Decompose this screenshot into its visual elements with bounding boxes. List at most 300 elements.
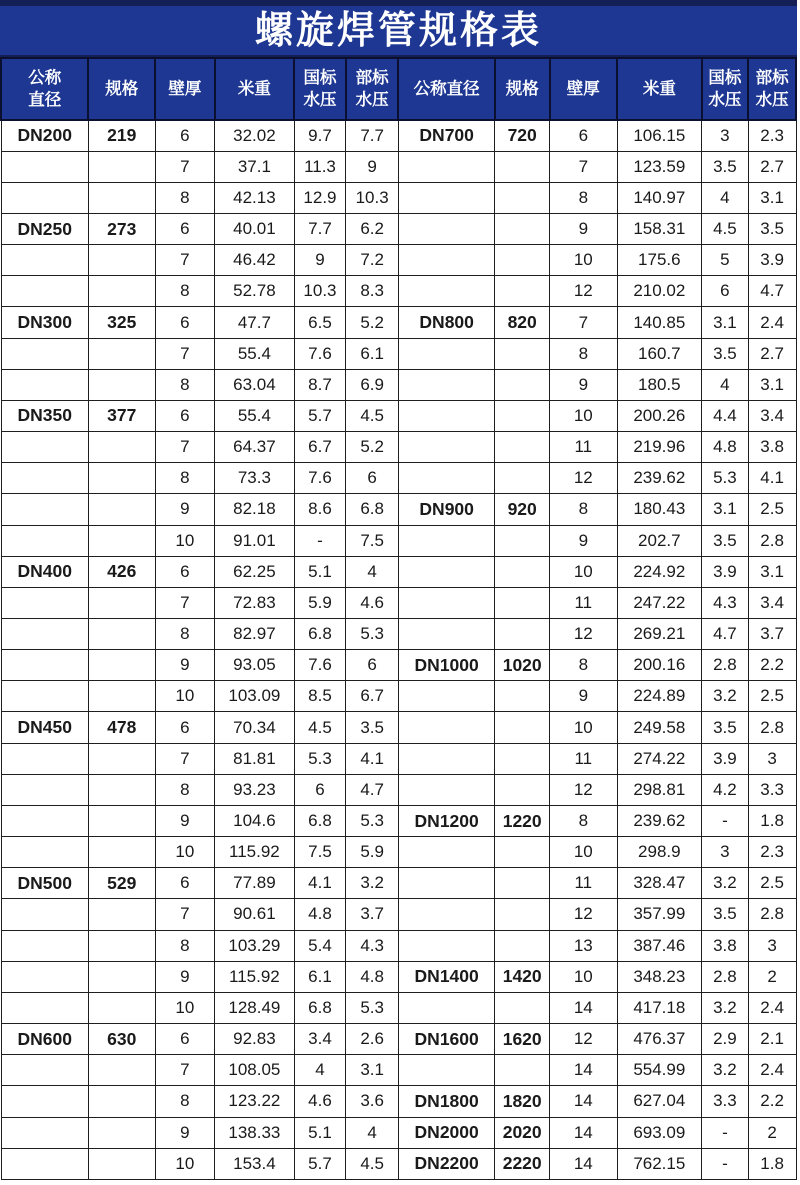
- table-cell: 14: [550, 1086, 618, 1117]
- table-cell: 140.97: [617, 182, 701, 213]
- table-cell: 10: [550, 245, 618, 276]
- table-cell: 12.9: [294, 182, 346, 213]
- table-row: [1, 774, 796, 805]
- table-cell: 3.2: [346, 868, 399, 899]
- table-cell: 7: [155, 1055, 215, 1086]
- table-cell: 8: [550, 182, 618, 213]
- table-cell: [495, 432, 550, 463]
- table-cell: 1620: [495, 1024, 550, 1055]
- table-cell: [1, 432, 88, 463]
- spec-table: [0, 57, 797, 1180]
- table-row: [1, 120, 796, 151]
- table-cell: 175.6: [617, 245, 701, 276]
- table-cell: 5.2: [346, 307, 399, 338]
- table-cell: 12: [550, 774, 618, 805]
- table-cell: 6.7: [294, 432, 346, 463]
- table-cell: DN800: [398, 307, 494, 338]
- table-cell: DN600: [1, 1024, 88, 1055]
- table-cell: 5.1: [294, 1117, 346, 1148]
- table-cell: 7: [155, 899, 215, 930]
- table-cell: 10: [550, 400, 618, 431]
- table-cell: 4.6: [294, 1086, 346, 1117]
- table-cell: [1, 930, 88, 961]
- table-cell: 6: [550, 120, 618, 151]
- table-row: [1, 1086, 796, 1117]
- table-cell: 32.02: [215, 120, 295, 151]
- table-cell: 11: [550, 587, 618, 618]
- table-cell: 219: [88, 120, 155, 151]
- table-cell: [88, 182, 155, 213]
- table-cell: 920: [495, 494, 550, 525]
- table-cell: 6: [294, 774, 346, 805]
- table-cell: 37.1: [215, 151, 295, 182]
- table-cell: 274.22: [617, 743, 701, 774]
- table-cell: [495, 1055, 550, 1086]
- table-cell: DN400: [1, 556, 88, 587]
- table-cell: [495, 276, 550, 307]
- table-cell: 5.7: [294, 400, 346, 431]
- table-cell: [1, 805, 88, 836]
- table-cell: 8: [550, 494, 618, 525]
- table-cell: 377: [88, 400, 155, 431]
- table-cell: 3.5: [702, 338, 749, 369]
- table-cell: [398, 774, 494, 805]
- table-cell: 55.4: [215, 400, 295, 431]
- table-cell: [495, 338, 550, 369]
- table-cell: 3.9: [702, 743, 749, 774]
- table-cell: 8: [155, 369, 215, 400]
- table-cell: 4: [346, 556, 399, 587]
- table-cell: [495, 525, 550, 556]
- table-cell: 6: [155, 556, 215, 587]
- column-header-right-wall-thickness: 壁厚: [550, 58, 618, 120]
- table-cell: [1, 494, 88, 525]
- table-cell: [1, 338, 88, 369]
- table-cell: 3.7: [748, 619, 796, 650]
- table-cell: 12: [550, 463, 618, 494]
- table-cell: 1.8: [748, 805, 796, 836]
- table-cell: 8: [155, 276, 215, 307]
- table-row: [1, 992, 796, 1023]
- table-cell: 4: [702, 369, 749, 400]
- table-cell: 6: [155, 868, 215, 899]
- table-cell: 5: [702, 245, 749, 276]
- table-cell: 10: [550, 961, 618, 992]
- table-cell: 103.29: [215, 930, 295, 961]
- table-cell: 9: [550, 369, 618, 400]
- table-cell: 7.5: [294, 837, 346, 868]
- table-cell: 2.8: [702, 650, 749, 681]
- table-cell: [1, 182, 88, 213]
- table-cell: 5.3: [346, 619, 399, 650]
- table-cell: 273: [88, 213, 155, 244]
- table-cell: -: [702, 1148, 749, 1179]
- table-cell: 7.6: [294, 338, 346, 369]
- table-cell: 5.3: [294, 743, 346, 774]
- table-cell: 13: [550, 930, 618, 961]
- table-cell: [88, 837, 155, 868]
- table-cell: 9: [155, 494, 215, 525]
- table-cell: 2.8: [748, 899, 796, 930]
- table-cell: 4.1: [294, 868, 346, 899]
- table-cell: 3.5: [702, 525, 749, 556]
- table-cell: -: [294, 525, 346, 556]
- table-cell: 10: [155, 525, 215, 556]
- page-title: 螺旋焊管规格表: [254, 9, 542, 52]
- table-cell: 106.15: [617, 120, 701, 151]
- table-row: [1, 556, 796, 587]
- table-cell: DN350: [1, 400, 88, 431]
- table-cell: 10.3: [294, 276, 346, 307]
- table-cell: 7: [155, 151, 215, 182]
- table-cell: 2220: [495, 1148, 550, 1179]
- column-header-left-gb-pressure: 国标 水压: [294, 58, 346, 120]
- table-cell: [495, 400, 550, 431]
- table-cell: 4: [702, 182, 749, 213]
- table-cell: [88, 1148, 155, 1179]
- table-cell: 328.47: [617, 868, 701, 899]
- table-cell: 10.3: [346, 182, 399, 213]
- table-cell: 7.5: [346, 525, 399, 556]
- table-cell: [1, 151, 88, 182]
- table-cell: [495, 712, 550, 743]
- table-cell: 4.8: [294, 899, 346, 930]
- table-cell: [1, 245, 88, 276]
- table-cell: 115.92: [215, 961, 295, 992]
- table-cell: 12: [550, 276, 618, 307]
- table-row: [1, 525, 796, 556]
- table-header: [1, 58, 796, 120]
- table-row: [1, 650, 796, 681]
- table-cell: [1, 1148, 88, 1179]
- table-cell: 3.1: [702, 307, 749, 338]
- table-row: [1, 712, 796, 743]
- table-cell: [88, 369, 155, 400]
- table-cell: 11: [550, 868, 618, 899]
- table-cell: 348.23: [617, 961, 701, 992]
- table-cell: DN1000: [398, 650, 494, 681]
- table-cell: 8.6: [294, 494, 346, 525]
- table-cell: 325: [88, 307, 155, 338]
- table-cell: [88, 1086, 155, 1117]
- table-cell: 4.3: [346, 930, 399, 961]
- table-cell: 153.4: [215, 1148, 295, 1179]
- table-cell: [398, 182, 494, 213]
- table-cell: [88, 245, 155, 276]
- table-cell: 2.6: [346, 1024, 399, 1055]
- table-cell: 3.1: [748, 182, 796, 213]
- table-cell: [88, 1117, 155, 1148]
- table-cell: 6.8: [294, 619, 346, 650]
- table-cell: 249.58: [617, 712, 701, 743]
- table-cell: [398, 400, 494, 431]
- table-cell: 9: [155, 1117, 215, 1148]
- table-cell: 2.2: [748, 650, 796, 681]
- table-cell: 115.92: [215, 837, 295, 868]
- table-cell: 90.61: [215, 899, 295, 930]
- table-cell: 2.7: [748, 338, 796, 369]
- table-body: [1, 120, 796, 1180]
- table-cell: 9: [550, 681, 618, 712]
- table-cell: 3.3: [748, 774, 796, 805]
- table-cell: 4.5: [346, 1148, 399, 1179]
- table-cell: 180.5: [617, 369, 701, 400]
- table-cell: [398, 338, 494, 369]
- table-cell: 3.1: [748, 556, 796, 587]
- table-cell: 7.7: [346, 120, 399, 151]
- table-cell: [495, 899, 550, 930]
- table-row: [1, 369, 796, 400]
- table-cell: 160.7: [617, 338, 701, 369]
- table-cell: 7: [155, 338, 215, 369]
- table-cell: 3.5: [346, 712, 399, 743]
- table-row: [1, 245, 796, 276]
- table-cell: 46.42: [215, 245, 295, 276]
- table-cell: 2020: [495, 1117, 550, 1148]
- table-cell: 387.46: [617, 930, 701, 961]
- table-cell: 298.9: [617, 837, 701, 868]
- table-cell: 11: [550, 743, 618, 774]
- table-cell: [1, 525, 88, 556]
- table-cell: 52.78: [215, 276, 295, 307]
- table-cell: [398, 992, 494, 1023]
- table-cell: 8: [550, 338, 618, 369]
- table-row: [1, 182, 796, 213]
- table-cell: 10: [155, 1148, 215, 1179]
- table-cell: 202.7: [617, 525, 701, 556]
- column-header-right-gb-pressure: 国标 水压: [702, 58, 749, 120]
- table-cell: 82.97: [215, 619, 295, 650]
- table-cell: 3.5: [702, 899, 749, 930]
- table-row: [1, 338, 796, 369]
- table-cell: [398, 556, 494, 587]
- table-cell: 6.1: [346, 338, 399, 369]
- table-cell: 3.4: [294, 1024, 346, 1055]
- table-cell: 298.81: [617, 774, 701, 805]
- table-cell: [1, 619, 88, 650]
- table-cell: 64.37: [215, 432, 295, 463]
- table-cell: 5.3: [702, 463, 749, 494]
- table-cell: [398, 151, 494, 182]
- table-cell: [88, 681, 155, 712]
- table-cell: [88, 774, 155, 805]
- table-cell: 3.5: [702, 151, 749, 182]
- table-cell: [1, 681, 88, 712]
- table-cell: 8: [155, 774, 215, 805]
- table-cell: 6.2: [346, 213, 399, 244]
- column-header-left-spec: 规格: [88, 58, 155, 120]
- table-cell: [495, 868, 550, 899]
- table-row: [1, 1024, 796, 1055]
- table-cell: [398, 369, 494, 400]
- table-cell: 8.7: [294, 369, 346, 400]
- table-cell: [88, 650, 155, 681]
- table-cell: 10: [550, 556, 618, 587]
- table-cell: 630: [88, 1024, 155, 1055]
- table-cell: 92.83: [215, 1024, 295, 1055]
- table-cell: 6.8: [294, 992, 346, 1023]
- table-cell: 3.9: [748, 245, 796, 276]
- table-cell: 8: [155, 182, 215, 213]
- table-cell: 8.5: [294, 681, 346, 712]
- table-cell: 3.5: [748, 213, 796, 244]
- table-cell: 9: [550, 213, 618, 244]
- table-row: [1, 151, 796, 182]
- table-cell: [398, 587, 494, 618]
- table-cell: 3.1: [702, 494, 749, 525]
- table-row: [1, 868, 796, 899]
- table-cell: 3: [702, 120, 749, 151]
- table-cell: 14: [550, 1117, 618, 1148]
- table-cell: DN300: [1, 307, 88, 338]
- table-cell: 6.7: [346, 681, 399, 712]
- table-cell: 2.4: [748, 992, 796, 1023]
- table-cell: 3.4: [748, 400, 796, 431]
- table-cell: 4.5: [346, 400, 399, 431]
- table-cell: 3.9: [702, 556, 749, 587]
- table-cell: 3.8: [748, 432, 796, 463]
- table-row: [1, 587, 796, 618]
- table-cell: [398, 681, 494, 712]
- table-cell: 6: [155, 1024, 215, 1055]
- table-cell: [398, 930, 494, 961]
- table-cell: 5.9: [346, 837, 399, 868]
- table-cell: 7: [550, 151, 618, 182]
- table-cell: 3.2: [702, 681, 749, 712]
- table-cell: 128.49: [215, 992, 295, 1023]
- table-cell: 12: [550, 1024, 618, 1055]
- table-cell: 73.3: [215, 463, 295, 494]
- table-cell: 2.4: [748, 307, 796, 338]
- table-cell: 6.8: [346, 494, 399, 525]
- table-cell: 820: [495, 307, 550, 338]
- table-cell: 123.22: [215, 1086, 295, 1117]
- table-cell: 4.6: [346, 587, 399, 618]
- table-cell: 1220: [495, 805, 550, 836]
- table-cell: DN1400: [398, 961, 494, 992]
- table-cell: [495, 369, 550, 400]
- table-cell: [495, 213, 550, 244]
- table-cell: 5.3: [346, 805, 399, 836]
- table-cell: 210.02: [617, 276, 701, 307]
- table-cell: 3.1: [346, 1055, 399, 1086]
- column-header-left-ministry-pressure: 部标 水压: [346, 58, 399, 120]
- table-row: [1, 961, 796, 992]
- table-cell: [1, 276, 88, 307]
- table-cell: 2.5: [748, 494, 796, 525]
- table-cell: 9: [294, 245, 346, 276]
- table-cell: [398, 868, 494, 899]
- table-cell: 8: [155, 930, 215, 961]
- table-cell: 6: [155, 213, 215, 244]
- column-header-left-nominal-diameter: 公称 直径: [1, 58, 88, 120]
- table-cell: -: [702, 805, 749, 836]
- table-cell: DN200: [1, 120, 88, 151]
- table-cell: DN1600: [398, 1024, 494, 1055]
- table-cell: 103.09: [215, 681, 295, 712]
- table-cell: 9: [550, 525, 618, 556]
- table-cell: DN2200: [398, 1148, 494, 1179]
- table-cell: 4.5: [702, 213, 749, 244]
- table-cell: [88, 525, 155, 556]
- table-cell: 7.6: [294, 463, 346, 494]
- table-cell: 6: [346, 463, 399, 494]
- table-cell: 4: [294, 1055, 346, 1086]
- column-header-right-spec: 规格: [495, 58, 550, 120]
- table-cell: 2.4: [748, 1055, 796, 1086]
- table-cell: 9: [155, 805, 215, 836]
- table-cell: 6.1: [294, 961, 346, 992]
- column-header-right-nominal-diameter: 公称直径: [398, 58, 494, 120]
- table-cell: 2.8: [748, 712, 796, 743]
- table-cell: 426: [88, 556, 155, 587]
- table-cell: 62.25: [215, 556, 295, 587]
- table-cell: 1420: [495, 961, 550, 992]
- table-cell: 417.18: [617, 992, 701, 1023]
- table-cell: [495, 556, 550, 587]
- table-cell: [88, 961, 155, 992]
- table-cell: 7.6: [294, 650, 346, 681]
- table-cell: 3: [748, 930, 796, 961]
- table-cell: 2: [748, 961, 796, 992]
- table-cell: 247.22: [617, 587, 701, 618]
- table-cell: 2.1: [748, 1024, 796, 1055]
- table-row: [1, 432, 796, 463]
- table-cell: [1, 587, 88, 618]
- table-cell: 10: [155, 837, 215, 868]
- table-row: [1, 400, 796, 431]
- table-cell: [88, 1055, 155, 1086]
- table-cell: [398, 1055, 494, 1086]
- table-cell: 478: [88, 712, 155, 743]
- column-header-right-ministry-pressure: 部标 水压: [748, 58, 796, 120]
- table-cell: 11.3: [294, 151, 346, 182]
- table-cell: [1, 961, 88, 992]
- table-cell: [88, 992, 155, 1023]
- table-cell: [398, 619, 494, 650]
- table-row: [1, 213, 796, 244]
- table-cell: 4.7: [346, 774, 399, 805]
- table-row: [1, 743, 796, 774]
- table-cell: 762.15: [617, 1148, 701, 1179]
- table-cell: [495, 245, 550, 276]
- table-cell: 4.3: [702, 587, 749, 618]
- table-cell: [495, 992, 550, 1023]
- table-cell: 269.21: [617, 619, 701, 650]
- table-cell: 4.5: [294, 712, 346, 743]
- table-cell: [88, 463, 155, 494]
- table-cell: [1, 743, 88, 774]
- table-cell: 4: [346, 1117, 399, 1148]
- table-cell: 8: [550, 650, 618, 681]
- table-cell: DN700: [398, 120, 494, 151]
- table-cell: 2: [748, 1117, 796, 1148]
- table-cell: 91.01: [215, 525, 295, 556]
- table-cell: [1, 1117, 88, 1148]
- table-cell: 10: [550, 712, 618, 743]
- table-cell: 6: [155, 712, 215, 743]
- table-cell: [495, 182, 550, 213]
- table-cell: 693.09: [617, 1117, 701, 1148]
- table-cell: 4.4: [702, 400, 749, 431]
- table-cell: [1, 369, 88, 400]
- table-cell: [398, 712, 494, 743]
- table-cell: 14: [550, 1148, 618, 1179]
- table-cell: [88, 151, 155, 182]
- table-cell: 2.9: [702, 1024, 749, 1055]
- table-cell: 10: [155, 681, 215, 712]
- table-cell: 3.1: [748, 369, 796, 400]
